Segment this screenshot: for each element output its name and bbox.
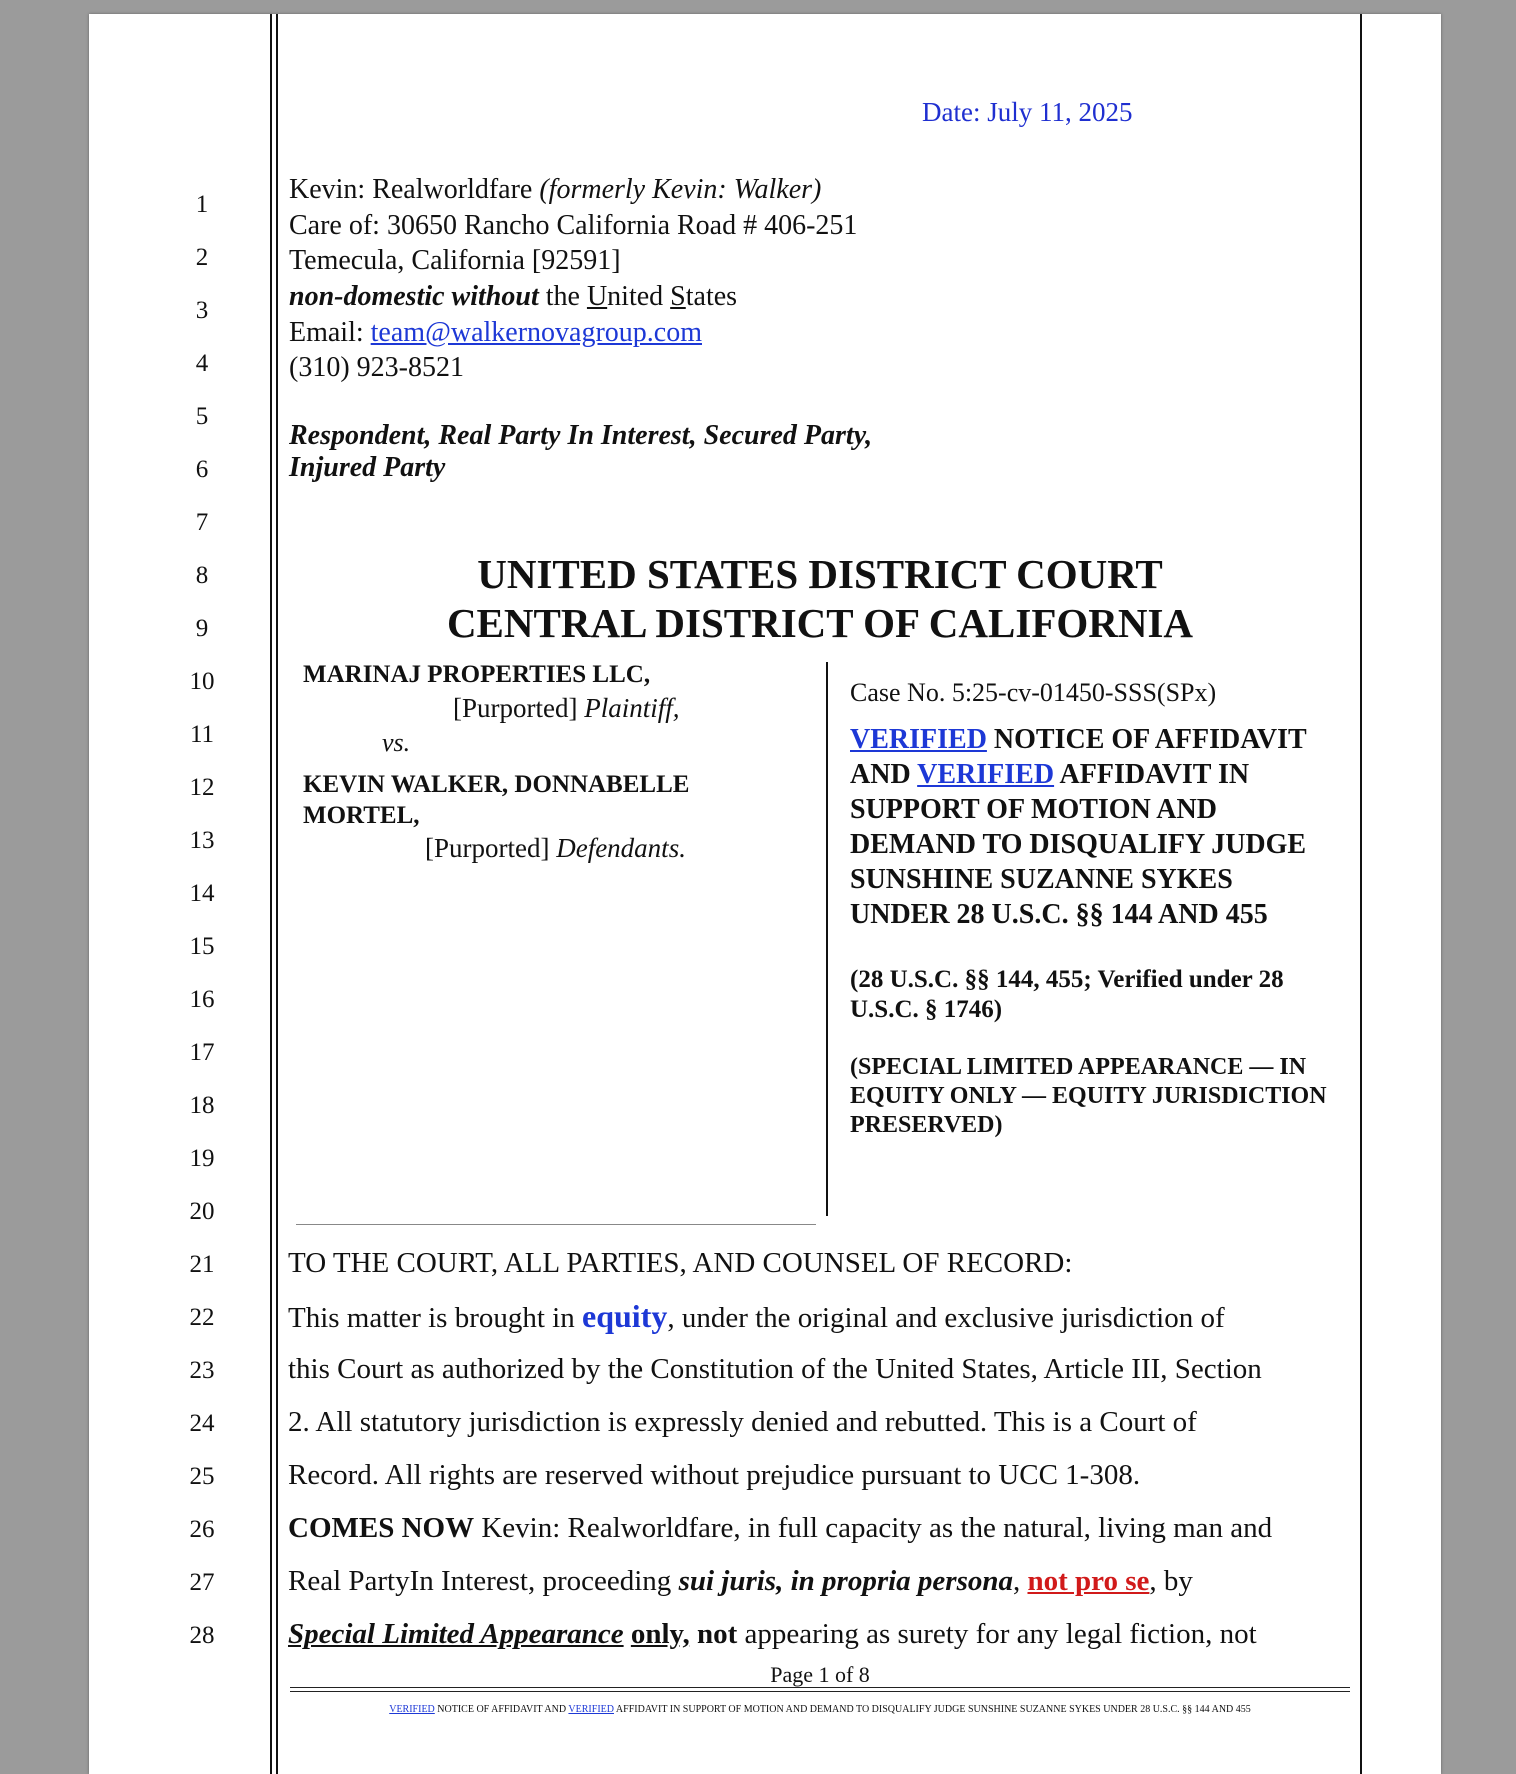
appearance-notice: (SPECIAL LIMITED APPEARANCE — IN EQUITY ONLY — EQUITY JURISDICTION PRESERVED) xyxy=(850,1054,1327,1138)
defendants-line2: MORTEL, xyxy=(303,802,420,829)
page-number: Page 1 of 8 xyxy=(770,1662,870,1687)
email-link[interactable]: team@walkernovagroup.com xyxy=(370,317,702,348)
court-district: CENTRAL DISTRICT OF CALIFORNIA xyxy=(446,600,1194,646)
left-margin-rule-inner xyxy=(276,14,278,1774)
line-number: 28 xyxy=(189,1622,215,1649)
footer-text: AFFIDAVIT IN SUPPORT OF MOTION AND DEMAND TO DISQUALIFY JUDGE SUNSHINE SUZANNE SYKES UNDER 28 U.S.C. §§ 144 AND 455 xyxy=(613,1704,1251,1715)
case-number: Case No. 5:25-cv-01450-SSS(SPx) xyxy=(850,678,1217,707)
body-line-25: Record. All rights are reserved without prejudice pursuant to UCC 1-308. xyxy=(288,1459,1141,1491)
document-date: Date: July 11, 2025 xyxy=(922,97,1133,127)
defendants-role-prefix: [Purported] xyxy=(425,833,557,863)
verified-link[interactable]: VERIFIED xyxy=(850,724,987,755)
plaintiff-role-text: Plaintiff, xyxy=(584,693,680,723)
body-line-28 xyxy=(288,1614,1257,1654)
line-number: 18 xyxy=(189,1092,215,1119)
plaintiff-role-prefix: [Purported] xyxy=(453,693,585,723)
line-number: 15 xyxy=(189,933,215,960)
line-number: 24 xyxy=(189,1410,215,1437)
party-role-line1: Respondent, Real Party In Interest, Secured Party, xyxy=(289,420,873,451)
body-line-23: this Court as authorized by the Constitution of the United States, Article III, Section xyxy=(288,1353,1262,1385)
title-text: AFFIDAVIT IN xyxy=(1054,759,1250,790)
line-number: 21 xyxy=(189,1251,215,1278)
line-number: 13 xyxy=(189,827,215,854)
left-margin-rule xyxy=(270,14,272,1774)
status-bold: non-domestic without xyxy=(289,281,539,312)
line-number: 16 xyxy=(189,986,215,1013)
verified-link[interactable]: VERIFIED xyxy=(917,759,1055,790)
line-number: 19 xyxy=(189,1145,215,1172)
line-number: 2 xyxy=(195,244,209,271)
care-of-address: Care of: 30650 Rancho California Road # 406-251 xyxy=(289,210,858,241)
line-number: 6 xyxy=(195,456,209,483)
title-line: UNDER 28 U.S.C. §§ 144 AND 455 xyxy=(850,899,1268,930)
body-line-26 xyxy=(288,1508,1272,1548)
line-number: 14 xyxy=(189,880,215,907)
special-limited-appearance: Special Limited Appearance xyxy=(288,1618,624,1650)
title-line: SUPPORT OF MOTION AND xyxy=(850,794,1217,825)
line-number: 25 xyxy=(189,1463,215,1490)
party-name-text: Kevin: Realworldfare xyxy=(289,174,540,205)
body-text: Real PartyIn Interest, proceeding xyxy=(288,1565,679,1597)
line-number: 8 xyxy=(195,562,209,589)
line-number: 3 xyxy=(195,297,209,324)
not-pro-se: not pro se xyxy=(1027,1565,1150,1597)
equity-emphasis: equity xyxy=(582,1298,668,1334)
plaintiff-name: MARINAJ PROPERTIES LLC, xyxy=(303,661,651,688)
email-label: Email: xyxy=(289,317,371,348)
line-number: 22 xyxy=(189,1304,215,1331)
body-text: , under the original and exclusive jurisdiction of xyxy=(667,1302,1225,1334)
plaintiff-role xyxy=(453,692,679,725)
line-number: 12 xyxy=(189,774,215,801)
status-line xyxy=(289,279,737,315)
city-state-zip: Temecula, California [92591] xyxy=(289,245,621,276)
title-line xyxy=(850,757,1340,792)
title-line xyxy=(850,722,1340,757)
footer-verified-link[interactable]: VERIFIED xyxy=(389,1704,435,1715)
defendants-line1: KEVIN WALKER, DONNABELLE xyxy=(303,771,690,798)
body-text: This matter is brought in xyxy=(288,1302,582,1334)
line-number: 4 xyxy=(195,350,209,377)
sui-juris: sui juris, in propria persona xyxy=(678,1565,1013,1597)
body-line-24: 2. All statutory jurisdiction is expressly denied and rebutted. This is a Court of xyxy=(288,1406,1197,1438)
former-name: (formerly Kevin: Walker) xyxy=(539,174,822,205)
line-number: 10 xyxy=(189,668,215,695)
defendants-role xyxy=(425,832,686,865)
versus: vs. xyxy=(382,728,411,757)
status-text: nited xyxy=(607,281,671,312)
title-text: NOTICE OF AFFIDAVIT xyxy=(986,724,1307,755)
court-name: UNITED STATES DISTRICT COURT xyxy=(477,551,1163,597)
footer-rule xyxy=(290,1691,1350,1692)
caption-divider xyxy=(826,662,828,1216)
only-emphasis: only, xyxy=(630,1618,690,1650)
defendants-role-text: Defendants. xyxy=(556,833,686,863)
body-text: , xyxy=(1012,1565,1028,1597)
space xyxy=(624,1618,631,1650)
email-line xyxy=(289,315,702,351)
space xyxy=(690,1618,697,1650)
line-number: 20 xyxy=(189,1198,215,1225)
body-text: , by xyxy=(1149,1565,1193,1597)
right-margin-rule xyxy=(1360,14,1362,1774)
line-number: 5 xyxy=(195,403,209,430)
status-text: the xyxy=(538,281,587,312)
phone: (310) 923-8521 xyxy=(289,352,464,383)
status-underline: U xyxy=(586,281,608,312)
line-number: 9 xyxy=(195,615,209,642)
statute-citation: (28 U.S.C. §§ 144, 455; Verified under 28 U.S.C. § 1746) xyxy=(850,966,1284,1023)
body-line-21: TO THE COURT, ALL PARTIES, AND COUNSEL OF RECORD: xyxy=(288,1247,1073,1279)
line-number: 7 xyxy=(195,509,209,536)
status-text: tates xyxy=(685,281,738,312)
title-text: AND xyxy=(850,759,918,790)
footer-verified-link[interactable]: VERIFIED xyxy=(568,1704,614,1715)
body-text: Kevin: Realworldfare, in full capacity as the natural, living man and xyxy=(474,1512,1273,1544)
line-number: 17 xyxy=(189,1039,215,1066)
line-number: 27 xyxy=(189,1569,215,1596)
comes-now: COMES NOW xyxy=(288,1512,475,1544)
line-number: 23 xyxy=(189,1357,215,1384)
not-emphasis: not xyxy=(696,1618,738,1650)
document-title xyxy=(850,722,1340,932)
party-role-line2: Injured Party xyxy=(289,452,446,483)
party-name xyxy=(289,172,821,208)
line-number: 11 xyxy=(189,721,215,748)
body-text: appearing as surety for any legal fiction, not xyxy=(737,1618,1257,1650)
line-number: 26 xyxy=(189,1516,215,1543)
footer-text: NOTICE OF AFFIDAVIT AND xyxy=(434,1704,569,1715)
caption-bottom-rule xyxy=(296,1224,816,1225)
status-underline: S xyxy=(670,281,686,312)
line-number: 1 xyxy=(195,191,209,218)
footer-rule xyxy=(290,1687,1350,1688)
footer-title xyxy=(290,1704,1350,1715)
title-line: SUNSHINE SUZANNE SYKES xyxy=(850,864,1233,895)
body-line-27 xyxy=(288,1561,1193,1601)
title-line: DEMAND TO DISQUALIFY JUDGE xyxy=(850,829,1307,860)
body-line-22 xyxy=(288,1296,1225,1338)
